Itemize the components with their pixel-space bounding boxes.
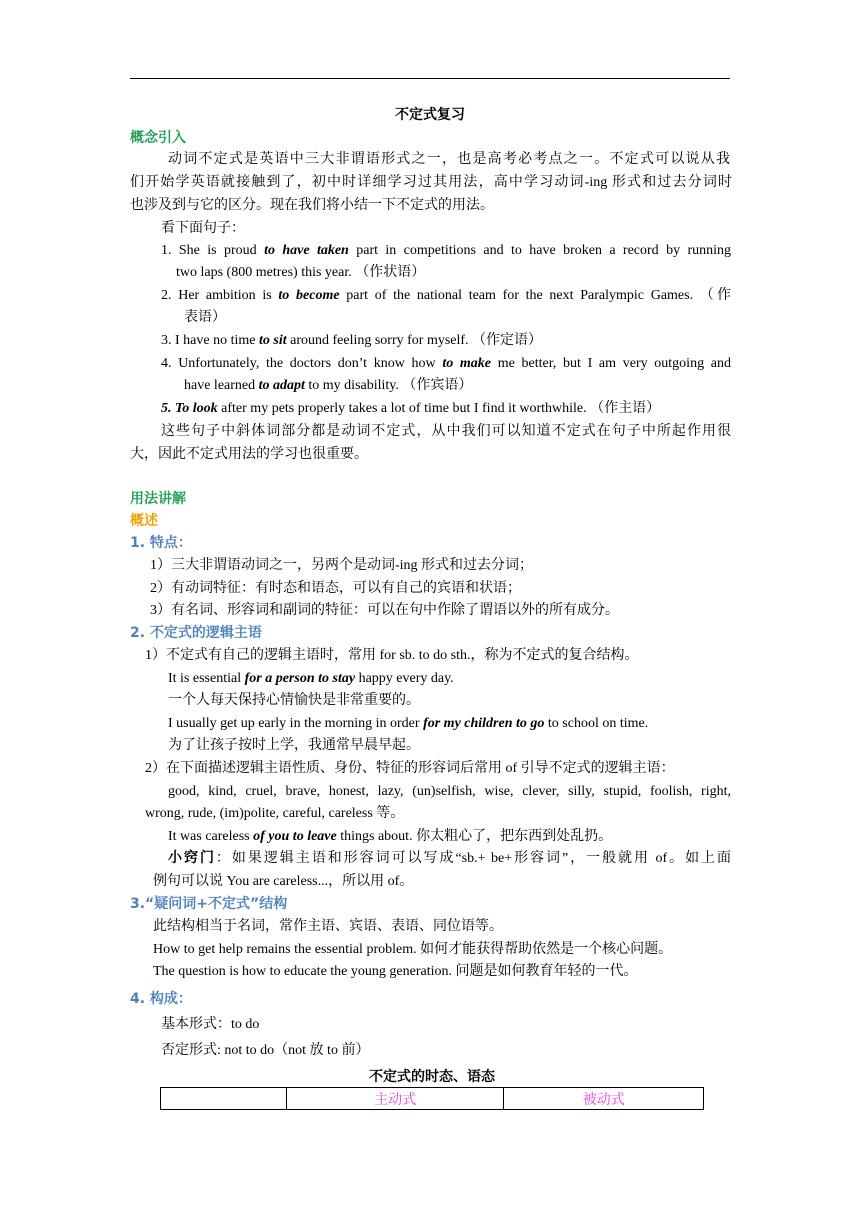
- example-en: The question is how to educate the young generation. 问题是如何教育年轻的一代。: [153, 964, 638, 979]
- example-sentence-2: 2. Her ambition is to become part of the national team for the next Paralympic Games. （作: [161, 288, 731, 303]
- example-sentence-2-cont: 表语）: [184, 310, 226, 325]
- example-sentence-4: 4. Unfortunately, the doctors don’t know how to make me better, but I am very outgoing and: [161, 356, 731, 371]
- example-en: I usually get up early in the morning in order for my children to go to school on time.: [168, 716, 649, 731]
- example-en: It is essential for a person to stay happy every day.: [168, 671, 454, 686]
- adjective-list-cont: wrong, rude, (im)polite, careful, careless 等。: [145, 806, 405, 821]
- paragraph-line: 这些句子中斜体词部分都是动词不定式，从中我们可以知道不定式在句子中所起作用很: [161, 424, 731, 439]
- heading-wh-infinitive: 3.“疑问词+不定式”结构: [130, 896, 288, 912]
- paragraph-line: 也涉及到与它的区分。现在我们将小结一下不定式的用法。: [130, 198, 494, 213]
- table-header-row: [161, 1088, 704, 1110]
- header-rule: [130, 78, 730, 79]
- feature-item: 3）有名词、形容词和副词的特征：可以在句中作除了谓语以外的所有成分。: [150, 603, 619, 618]
- subheading-overview: 概述: [130, 513, 158, 529]
- example-en: It was careless of you to leave things about. 你太粗心了，把东西到处乱扔。: [168, 829, 613, 844]
- heading-formation: 4. 构成：: [130, 991, 192, 1007]
- rule-item: 1）不定式有自己的逻辑主语时，常用 for sb. to do sth.，称为不定式的复合结构。: [145, 648, 639, 663]
- example-sentence-5: 5. To look after my pets properly takes a lot of time but I find it worthwhile. （作主语）: [161, 401, 661, 416]
- example-cn: 一个人每天保持心情愉快是非常重要的。: [168, 693, 420, 708]
- paragraph-line: 动词不定式是英语中三大非谓语形式之一，也是高考必考点之一。不定式可以说从我: [168, 152, 730, 167]
- example-sentence-4-cont: have learned to adapt to my disability. （作宾语）: [184, 378, 473, 393]
- tip-line-cont: 例句可以说 You are careless...，所以用 of。: [153, 874, 414, 889]
- paragraph-line: 大，因此不定式用法的学习也很重要。: [130, 447, 368, 462]
- paragraph-line: 们开始学英语就接触到了，初中时详细学习过其用法，高中学习动词-ing 形式和过去分词时: [130, 175, 732, 190]
- rule-item: 2）在下面描述逻辑主语性质、身份、特征的形容词后常用 of 引导不定式的逻辑主语：: [145, 761, 675, 776]
- table-header-passive: 被动式: [504, 1088, 704, 1110]
- adjective-list: good, kind, cruel, brave, honest, lazy, (un)selfish, wise, clever, silly, stupid, foolish, right,: [168, 784, 731, 799]
- section-heading-concept: 概念引入: [130, 130, 186, 146]
- example-en: How to get help remains the essential problem. 如何才能获得帮助依然是一个核心问题。: [153, 942, 673, 957]
- example-sentence-1: 1. She is proud to have taken part in competitions and to have broken a record by running: [161, 243, 732, 258]
- feature-item: 1）三大非谓语动词之一，另两个是动词-ing 形式和过去分词；: [150, 558, 534, 573]
- example-sentence-1-cont: two laps (800 metres) this year. （作状语）: [176, 265, 426, 280]
- structure-note: 此结构相当于名词，常作主语、宾语、表语、同位语等。: [153, 919, 503, 934]
- negative-form: 否定形式: not to do（not 放 to 前）: [161, 1043, 370, 1058]
- table-header-active: 主动式: [287, 1088, 504, 1110]
- paragraph-line: 看下面句子：: [161, 221, 245, 236]
- feature-item: 2）有动词特征：有时态和语态，可以有自己的宾语和状语；: [150, 581, 521, 596]
- heading-logical-subject: 2. 不定式的逻辑主语: [130, 625, 262, 641]
- table-header-cell: [161, 1088, 287, 1110]
- heading-features: 1. 特点：: [130, 535, 192, 551]
- table-caption: 不定式的时态、语态: [369, 1069, 495, 1085]
- basic-form: 基本形式：to do: [161, 1017, 260, 1032]
- tense-voice-table: [160, 1087, 704, 1110]
- example-cn: 为了让孩子按时上学，我通常早晨早起。: [168, 738, 420, 753]
- section-heading-usage: 用法讲解: [130, 491, 186, 507]
- tip-line: 小窍门：如果逻辑主语和形容词可以写成“sb.+ be+形容词”，一般就用 of。如上面: [168, 851, 732, 866]
- page-title: 不定式复习: [395, 107, 465, 123]
- example-sentence-3: 3. I have no time to sit around feeling sorry for myself. （作定语）: [161, 333, 543, 348]
